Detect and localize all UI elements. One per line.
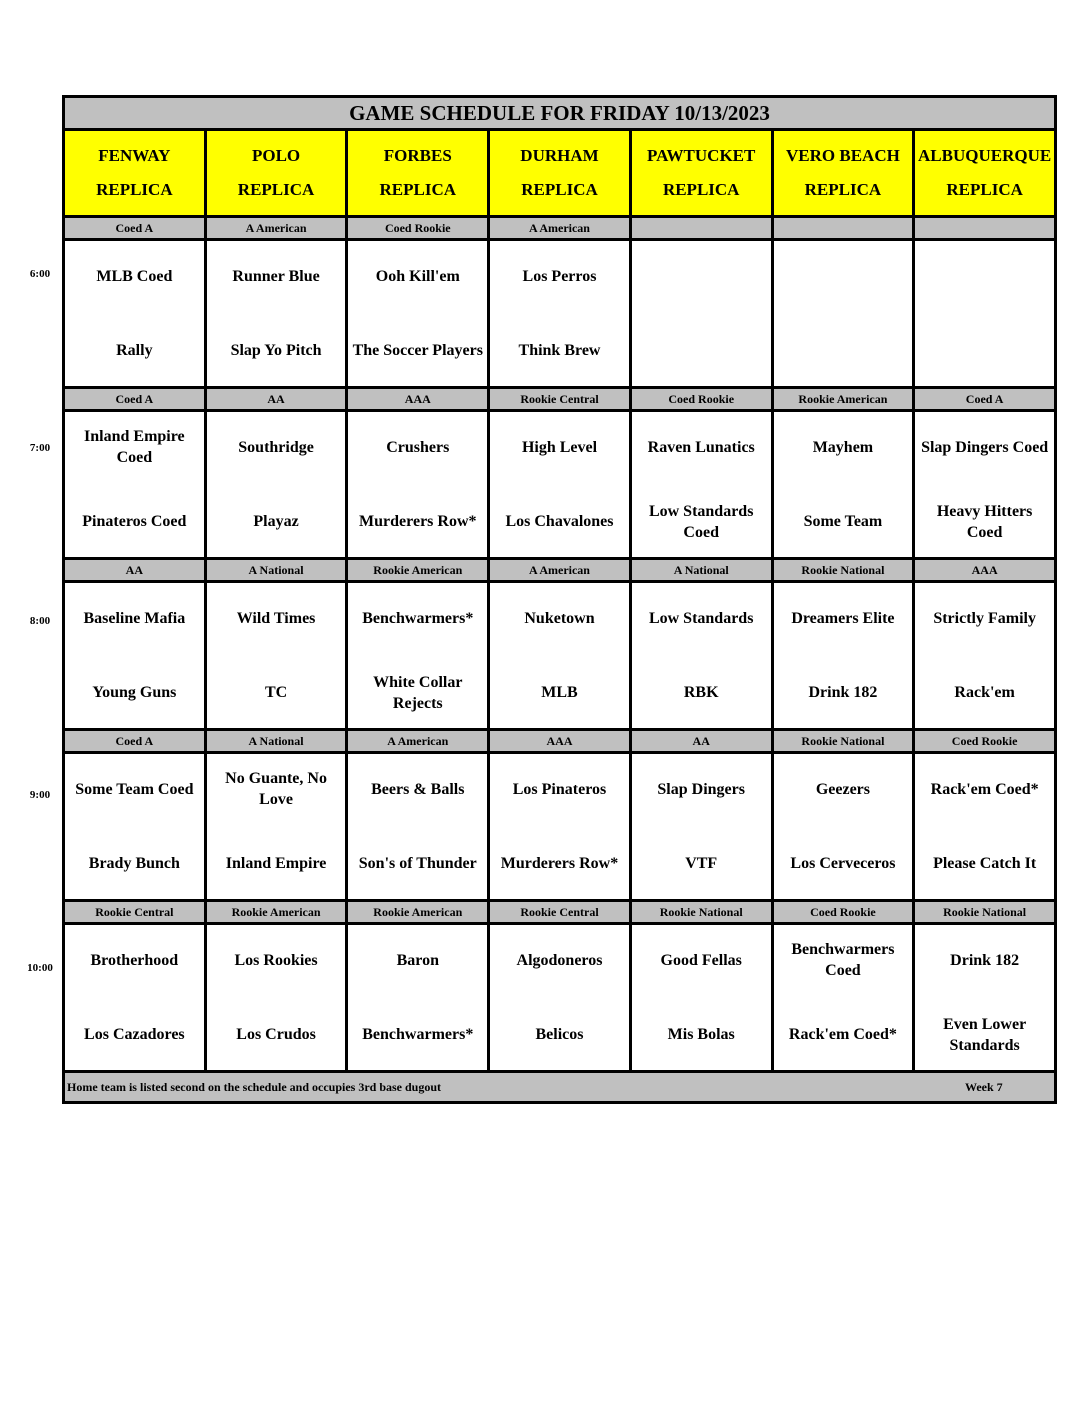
division-label: Rookie American bbox=[348, 902, 487, 922]
game-cell bbox=[490, 241, 629, 386]
away-team: Benchwarmers* bbox=[362, 609, 474, 627]
division-label: AA bbox=[65, 560, 204, 580]
field-subtitle: REPLICA bbox=[96, 180, 173, 199]
division-label: A National bbox=[632, 560, 771, 580]
division-label: AA bbox=[207, 389, 346, 409]
field-header bbox=[65, 131, 204, 215]
home-team: Rack'em Coed* bbox=[788, 1026, 897, 1044]
home-team: Pinateros Coed bbox=[82, 513, 187, 531]
home-team: Mis Bolas bbox=[667, 1026, 735, 1044]
away-team: Algodoneros bbox=[516, 951, 603, 969]
away-team: Los Rookies bbox=[234, 951, 318, 969]
division-label bbox=[915, 218, 1054, 238]
game-cell bbox=[490, 925, 629, 1070]
game-row bbox=[65, 925, 1054, 1073]
home-team: Even Lower Standards bbox=[943, 1015, 1027, 1054]
division-label: Coed Rookie bbox=[915, 731, 1054, 751]
game-cell bbox=[632, 925, 771, 1070]
game-cell bbox=[915, 925, 1054, 1070]
division-label: Coed A bbox=[915, 389, 1054, 409]
away-team: Geezers bbox=[815, 780, 871, 798]
division-label: Rookie Central bbox=[490, 389, 629, 409]
away-team: Rack'em Coed* bbox=[930, 780, 1039, 798]
away-team: No Guante, No Love bbox=[225, 770, 327, 809]
game-cell bbox=[915, 412, 1054, 557]
field-header bbox=[774, 131, 913, 215]
division-label: A American bbox=[348, 731, 487, 751]
away-team: Benchwarmers Coed bbox=[791, 941, 895, 980]
home-team: Young Guns bbox=[92, 684, 177, 702]
away-team: Mayhem bbox=[812, 438, 874, 456]
home-team bbox=[774, 316, 913, 387]
away-team: Drink 182 bbox=[950, 951, 1020, 969]
away-team: Good Fellas bbox=[660, 951, 742, 969]
game-cell bbox=[774, 412, 913, 557]
home-team bbox=[632, 316, 771, 387]
away-team bbox=[915, 241, 1054, 316]
home-team: VTF bbox=[685, 855, 718, 873]
game-cell bbox=[348, 412, 487, 557]
home-team: Rack'em bbox=[954, 684, 1015, 702]
away-team: Baron bbox=[396, 951, 439, 969]
away-team: Los Perros bbox=[522, 267, 597, 285]
game-cell bbox=[774, 925, 913, 1070]
home-team: RBK bbox=[683, 684, 719, 702]
home-team: Slap Yo Pitch bbox=[230, 342, 322, 360]
time-label: 10:00 bbox=[27, 962, 53, 974]
game-cell bbox=[207, 925, 346, 1070]
game-cell bbox=[632, 754, 771, 899]
game-cell bbox=[65, 412, 204, 557]
home-team: MLB bbox=[541, 684, 578, 702]
away-team: Wild Times bbox=[236, 609, 316, 627]
field-header-row bbox=[65, 131, 1054, 218]
home-team: Los Chavalones bbox=[505, 513, 614, 531]
division-label bbox=[774, 218, 913, 238]
field-name: FORBES bbox=[383, 146, 452, 165]
away-team: Crushers bbox=[386, 438, 450, 456]
division-label: AAA bbox=[490, 731, 629, 751]
division-label: AAA bbox=[915, 560, 1054, 580]
home-team: Drink 182 bbox=[808, 684, 878, 702]
game-cell bbox=[490, 754, 629, 899]
time-slots bbox=[65, 218, 1054, 1073]
division-label: Rookie Central bbox=[65, 902, 204, 922]
game-cell bbox=[632, 412, 771, 557]
division-label: A National bbox=[207, 560, 346, 580]
field-name: PAWTUCKET bbox=[647, 146, 756, 165]
division-row bbox=[65, 902, 1054, 925]
division-label: Coed Rookie bbox=[774, 902, 913, 922]
game-cell bbox=[207, 241, 346, 386]
schedule-title: GAME SCHEDULE FOR FRIDAY 10/13/2023 bbox=[65, 98, 1054, 131]
game-cell bbox=[348, 241, 487, 386]
field-name: VERO BEACH bbox=[786, 146, 900, 165]
division-label: Rookie American bbox=[207, 902, 346, 922]
division-label: Coed Rookie bbox=[348, 218, 487, 238]
away-team: Runner Blue bbox=[232, 267, 320, 285]
division-label: AAA bbox=[348, 389, 487, 409]
away-team: Slap Dingers bbox=[657, 780, 745, 798]
away-team: Beers & Balls bbox=[371, 780, 465, 798]
game-cell bbox=[915, 241, 1054, 386]
home-team: Murderers Row* bbox=[359, 513, 477, 531]
game-cell bbox=[774, 754, 913, 899]
game-cell bbox=[348, 925, 487, 1070]
game-cell bbox=[65, 583, 204, 728]
division-label: Rookie American bbox=[774, 389, 913, 409]
field-header bbox=[915, 131, 1054, 215]
schedule-table bbox=[62, 95, 1057, 1104]
division-row bbox=[65, 218, 1054, 241]
game-cell bbox=[207, 754, 346, 899]
game-cell bbox=[348, 754, 487, 899]
away-team: Dreamers Elite bbox=[791, 609, 895, 627]
time-label: 6:00 bbox=[29, 268, 51, 280]
home-team: Los Crudos bbox=[236, 1026, 316, 1044]
division-label: Coed Rookie bbox=[632, 389, 771, 409]
game-cell bbox=[65, 241, 204, 386]
division-label: A National bbox=[207, 731, 346, 751]
home-team: Some Team bbox=[803, 513, 883, 531]
game-cell bbox=[774, 241, 913, 386]
home-team: Please Catch It bbox=[933, 855, 1037, 873]
away-team: Southridge bbox=[238, 438, 314, 456]
game-cell bbox=[774, 583, 913, 728]
game-cell bbox=[207, 412, 346, 557]
division-row bbox=[65, 560, 1054, 583]
game-cell bbox=[348, 583, 487, 728]
division-label: A American bbox=[490, 218, 629, 238]
game-cell bbox=[915, 754, 1054, 899]
home-team: Los Cerveceros bbox=[790, 855, 896, 873]
away-team: Strictly Family bbox=[933, 609, 1036, 627]
home-team: Heavy Hitters Coed bbox=[936, 502, 1033, 541]
home-team: TC bbox=[264, 684, 288, 702]
away-team: Brotherhood bbox=[90, 951, 179, 969]
home-team: Murderers Row* bbox=[500, 855, 619, 873]
time-label: 9:00 bbox=[29, 788, 51, 801]
field-name: ALBUQUERQUE bbox=[918, 146, 1052, 165]
division-label: A American bbox=[207, 218, 346, 238]
home-team: The Soccer Players bbox=[352, 342, 483, 360]
game-row bbox=[65, 412, 1054, 560]
time-label: 7:00 bbox=[29, 441, 51, 454]
away-team: High Level bbox=[521, 438, 598, 456]
away-team: Raven Lunatics bbox=[647, 438, 755, 456]
division-label: AA bbox=[632, 731, 771, 751]
field-name: FENWAY bbox=[98, 146, 171, 165]
field-name: DURHAM bbox=[520, 146, 599, 165]
division-row bbox=[65, 731, 1054, 754]
game-row bbox=[65, 754, 1054, 902]
field-subtitle: REPLICA bbox=[946, 180, 1023, 199]
away-team: Some Team Coed bbox=[75, 780, 194, 798]
field-subtitle: REPLICA bbox=[379, 180, 457, 199]
home-team: Los Cazadores bbox=[84, 1026, 185, 1044]
game-row bbox=[65, 583, 1054, 731]
away-team: Los Pinateros bbox=[512, 780, 607, 798]
game-cell bbox=[207, 583, 346, 728]
home-team: White Collar Rejects bbox=[373, 673, 463, 712]
division-label: Rookie National bbox=[774, 560, 913, 580]
footer-note: Home team is listed second on the schedule and occupies 3rd base dugout bbox=[67, 1080, 442, 1094]
field-header bbox=[348, 131, 487, 215]
away-team: MLB Coed bbox=[96, 267, 173, 285]
division-label bbox=[632, 218, 771, 238]
home-team: Inland Empire bbox=[225, 855, 327, 873]
home-team: Son's of Thunder bbox=[358, 855, 477, 873]
division-label: Coed A bbox=[65, 389, 204, 409]
division-row bbox=[65, 389, 1054, 412]
game-cell bbox=[65, 754, 204, 899]
away-team: Baseline Mafia bbox=[83, 609, 186, 627]
game-cell bbox=[490, 412, 629, 557]
home-team: Benchwarmers* bbox=[362, 1026, 474, 1044]
time-label: 8:00 bbox=[29, 615, 51, 627]
home-team bbox=[915, 316, 1054, 387]
home-team: Low Standards Coed bbox=[648, 502, 754, 541]
week-label: Week 7 bbox=[965, 1080, 1003, 1094]
away-team: Nuketown bbox=[524, 609, 595, 627]
field-header bbox=[207, 131, 346, 215]
away-team: Low Standards bbox=[648, 609, 754, 627]
game-cell bbox=[65, 925, 204, 1070]
division-label: A American bbox=[490, 560, 629, 580]
away-team: Slap Dingers Coed bbox=[921, 438, 1049, 456]
division-label: Coed A bbox=[65, 731, 204, 751]
home-team: Think Brew bbox=[518, 342, 601, 360]
field-header bbox=[632, 131, 771, 215]
field-name: POLO bbox=[251, 146, 301, 165]
home-team: Brady Bunch bbox=[88, 855, 180, 873]
home-team: Rally bbox=[116, 342, 153, 360]
division-label: Rookie Central bbox=[490, 902, 629, 922]
division-label: Rookie American bbox=[348, 560, 487, 580]
game-cell bbox=[915, 583, 1054, 728]
field-subtitle: REPLICA bbox=[804, 180, 882, 199]
schedule-footer bbox=[65, 1073, 1054, 1101]
away-team bbox=[632, 241, 771, 316]
home-team: Playaz bbox=[253, 513, 299, 531]
game-row bbox=[65, 241, 1054, 389]
division-label: Rookie National bbox=[632, 902, 771, 922]
division-label: Coed A bbox=[65, 218, 204, 238]
game-cell bbox=[632, 583, 771, 728]
division-label: Rookie National bbox=[774, 731, 913, 751]
away-team: Inland Empire Coed bbox=[84, 428, 185, 467]
game-cell bbox=[632, 241, 771, 386]
away-team bbox=[774, 241, 913, 316]
field-subtitle: REPLICA bbox=[521, 180, 598, 199]
field-subtitle: REPLICA bbox=[662, 180, 740, 199]
field-subtitle: REPLICA bbox=[237, 180, 315, 199]
division-label: Rookie National bbox=[915, 902, 1054, 922]
home-team: Belicos bbox=[535, 1026, 584, 1044]
field-header bbox=[490, 131, 629, 215]
game-cell bbox=[490, 583, 629, 728]
away-team: Ooh Kill'em bbox=[375, 267, 460, 285]
